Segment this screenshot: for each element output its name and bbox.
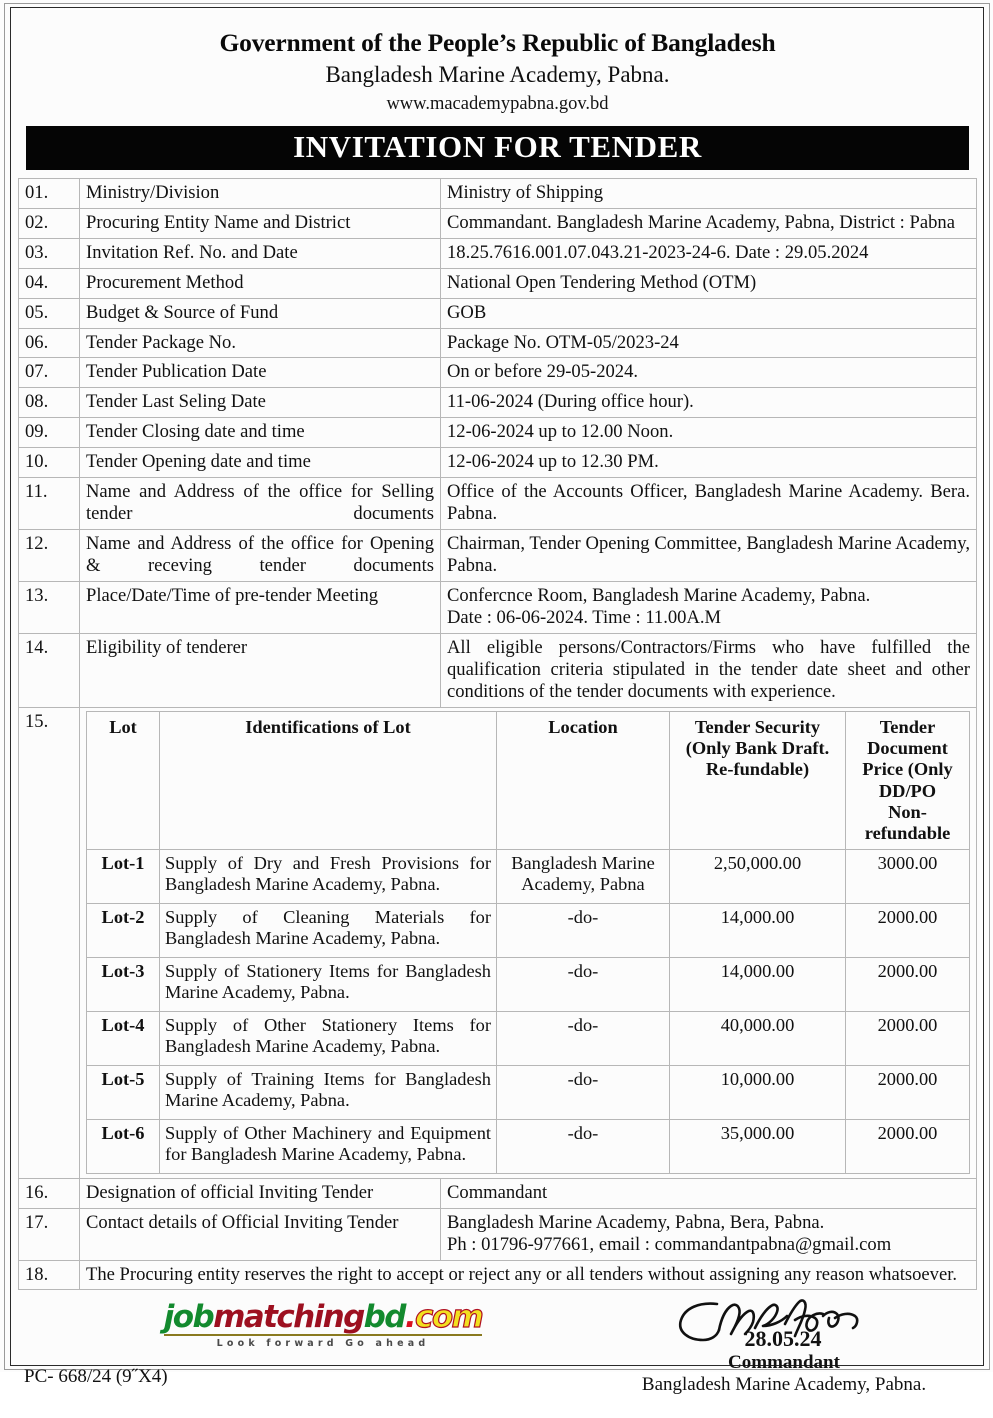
table-row bbox=[19, 448, 977, 478]
row-number: 10. bbox=[19, 448, 80, 478]
row-value: 18.25.7616.001.07.043.21-2023-24-6. Date : 29.05.2024 bbox=[441, 238, 977, 268]
lot-price: 2000.00 bbox=[846, 1011, 970, 1065]
lot-section-row bbox=[19, 707, 977, 1178]
row-label: Place/Date/Time of pre-tender Meeting bbox=[80, 581, 441, 633]
row-number: 01. bbox=[19, 178, 80, 208]
row-label: Procurement Method bbox=[80, 268, 441, 298]
table-row bbox=[19, 530, 977, 582]
table-row bbox=[19, 418, 977, 448]
lot-location: -do- bbox=[497, 1011, 670, 1065]
lot-table bbox=[86, 711, 970, 1174]
row-value: 11-06-2024 (During office hour). bbox=[441, 388, 977, 418]
row-value: 12-06-2024 up to 12.30 PM. bbox=[441, 448, 977, 478]
row-number: 05. bbox=[19, 298, 80, 328]
location-col-header: Location bbox=[497, 711, 670, 849]
row-label: Tender Last Seling Date bbox=[80, 388, 441, 418]
lot-location: -do- bbox=[497, 1065, 670, 1119]
lot-price: 2000.00 bbox=[846, 903, 970, 957]
table-row bbox=[19, 298, 977, 328]
row-label: Invitation Ref. No. and Date bbox=[80, 238, 441, 268]
row-number: 04. bbox=[19, 268, 80, 298]
row-label: Ministry/Division bbox=[80, 178, 441, 208]
tender-price-line2: Price (Only DD/PO bbox=[862, 759, 953, 801]
tender-security-col-header bbox=[670, 711, 846, 849]
table-row bbox=[19, 178, 977, 208]
contact-phone-email: Ph : 01796-977661, email : commandantpabna@gmail.com bbox=[447, 1233, 892, 1255]
row-value: 12-06-2024 up to 12.00 Noon. bbox=[441, 418, 977, 448]
lot-security: 40,000.00 bbox=[670, 1011, 846, 1065]
lot-col-header: Lot bbox=[87, 711, 160, 849]
row-number: 15. bbox=[19, 707, 80, 1178]
row-value: Commandant bbox=[441, 1178, 977, 1208]
tender-security-line3: Re-fundable) bbox=[705, 759, 810, 780]
row-label: Name and Address of the office for Selling tender documents bbox=[80, 478, 441, 530]
lot-security: 14,000.00 bbox=[670, 957, 846, 1011]
logo-part-com: com bbox=[415, 1299, 483, 1336]
tender-price-line1: Tender Document bbox=[867, 716, 948, 758]
row-value bbox=[441, 581, 977, 633]
row-number: 08. bbox=[19, 388, 80, 418]
table-row bbox=[19, 1178, 977, 1208]
lot-row bbox=[87, 1065, 970, 1119]
signatory-title: Commandant bbox=[728, 1352, 840, 1374]
row-value bbox=[441, 1208, 977, 1260]
logo-part-matching: matching bbox=[213, 1299, 364, 1336]
table-row bbox=[19, 1260, 977, 1290]
row-number: 12. bbox=[19, 530, 80, 582]
row-value: Office of the Accounts Officer, Bangladesh Marine Academy. Bera. Pabna. bbox=[441, 478, 977, 530]
lot-id: Lot-5 bbox=[87, 1065, 160, 1119]
lot-security: 35,000.00 bbox=[670, 1119, 846, 1173]
lot-location: -do- bbox=[497, 957, 670, 1011]
signatory-organization: Bangladesh Marine Academy, Pabna. bbox=[641, 1374, 927, 1396]
contact-address: Bangladesh Marine Academy, Pabna, Bera, Pabna. bbox=[447, 1211, 825, 1233]
row-value: All eligible persons/Contractors/Firms who have fulfilled the qualification criteria stipulated in the tender date sheet and other conditions of the tender documents with experience. bbox=[441, 633, 977, 707]
row-label: Tender Opening date and time bbox=[80, 448, 441, 478]
document-inner bbox=[12, 8, 983, 1418]
row-value: National Open Tendering Method (OTM) bbox=[441, 268, 977, 298]
lot-id: Lot-2 bbox=[87, 903, 160, 957]
table-row bbox=[19, 633, 977, 707]
row-number: 17. bbox=[19, 1208, 80, 1260]
tender-document-price-col-header bbox=[846, 711, 970, 849]
table-row bbox=[19, 478, 977, 530]
row-value: Commandant. Bangladesh Marine Academy, Pabna, District : Pabna bbox=[441, 208, 977, 238]
row-number: 09. bbox=[19, 418, 80, 448]
row-value: GOB bbox=[441, 298, 977, 328]
lot-identification: Supply of Other Machinery and Equipment for Bangladesh Marine Academy, Pabna. bbox=[160, 1119, 497, 1173]
lot-row bbox=[87, 903, 970, 957]
signature-block bbox=[619, 1294, 949, 1397]
row-label: Tender Package No. bbox=[80, 328, 441, 358]
lot-table-container bbox=[80, 707, 977, 1178]
document-footer bbox=[18, 1292, 977, 1418]
logo-part-job: job bbox=[163, 1299, 214, 1336]
government-title: Government of the People’s Republic of Bangladesh bbox=[219, 28, 776, 57]
logo-wordmark bbox=[158, 1299, 488, 1336]
lot-row bbox=[87, 957, 970, 1011]
lot-price: 2000.00 bbox=[846, 1119, 970, 1173]
lot-table-header-row bbox=[87, 711, 970, 849]
tender-info-table bbox=[18, 178, 977, 1291]
table-row bbox=[19, 388, 977, 418]
row-number: 18. bbox=[19, 1260, 80, 1290]
lot-row bbox=[87, 849, 970, 903]
lot-location: Bangladesh Marine Academy, Pabna bbox=[497, 849, 670, 903]
lot-row bbox=[87, 1119, 970, 1173]
row-label: Budget & Source of Fund bbox=[80, 298, 441, 328]
row-label: Contact details of Official Inviting Tender bbox=[80, 1208, 441, 1260]
row-label: Designation of official Inviting Tender bbox=[80, 1178, 441, 1208]
tender-security-line2: (Only Bank Draft. bbox=[685, 737, 830, 758]
row-label: Procuring Entity Name and District bbox=[80, 208, 441, 238]
website-url: www.macademypabna.gov.bd bbox=[386, 94, 609, 115]
lot-price: 2000.00 bbox=[846, 1065, 970, 1119]
row-label: Eligibility of tenderer bbox=[80, 633, 441, 707]
jobmatchingbd-logo bbox=[158, 1299, 488, 1350]
invitation-banner: INVITATION FOR TENDER bbox=[26, 126, 969, 169]
row-value: Ministry of Shipping bbox=[441, 178, 977, 208]
lot-id: Lot-6 bbox=[87, 1119, 160, 1173]
lot-row bbox=[87, 1011, 970, 1065]
lot-location: -do- bbox=[497, 903, 670, 957]
masthead bbox=[18, 12, 977, 115]
lot-security: 14,000.00 bbox=[670, 903, 846, 957]
lot-identification: Supply of Other Stationery Items for Bangladesh Marine Academy, Pabna. bbox=[160, 1011, 497, 1065]
pretender-datetime: Date : 06-06-2024. Time : 11.00A.M bbox=[447, 606, 722, 628]
lot-price: 3000.00 bbox=[846, 849, 970, 903]
row-label: Name and Address of the office for Opening & receving tender documents bbox=[80, 530, 441, 582]
lot-security: 2,50,000.00 bbox=[670, 849, 846, 903]
row-label: Tender Closing date and time bbox=[80, 418, 441, 448]
lot-id: Lot-4 bbox=[87, 1011, 160, 1065]
row-value: Package No. OTM-05/2023-24 bbox=[441, 328, 977, 358]
row-number: 13. bbox=[19, 581, 80, 633]
logo-part-dot: . bbox=[404, 1299, 416, 1336]
academy-title: Bangladesh Marine Academy, Pabna. bbox=[325, 61, 670, 87]
pretender-location: Confercnce Room, Bangladesh Marine Academy, Pabna. bbox=[447, 584, 871, 606]
lot-location: -do- bbox=[497, 1119, 670, 1173]
row-number: 06. bbox=[19, 328, 80, 358]
lot-identification: Supply of Training Items for Bangladesh Marine Academy, Pabna. bbox=[160, 1065, 497, 1119]
signature-date: 28.05.24 bbox=[744, 1326, 822, 1352]
row-value: On or before 29-05-2024. bbox=[441, 358, 977, 388]
lot-identification: Supply of Cleaning Materials for Bangladesh Marine Academy, Pabna. bbox=[160, 903, 497, 957]
lot-price: 2000.00 bbox=[846, 957, 970, 1011]
table-row bbox=[19, 268, 977, 298]
row-number: 16. bbox=[19, 1178, 80, 1208]
lot-id: Lot-3 bbox=[87, 957, 160, 1011]
handwritten-signature-icon bbox=[659, 1294, 909, 1356]
row-number: 03. bbox=[19, 238, 80, 268]
identification-col-header: Identifications of Lot bbox=[160, 711, 497, 849]
table-row bbox=[19, 238, 977, 268]
table-row bbox=[19, 328, 977, 358]
lot-id: Lot-1 bbox=[87, 849, 160, 903]
row-number: 14. bbox=[19, 633, 80, 707]
lot-identification: Supply of Dry and Fresh Provisions for Bangladesh Marine Academy, Pabna. bbox=[160, 849, 497, 903]
row-label: Tender Publication Date bbox=[80, 358, 441, 388]
pc-reference: PC- 668/24 (9˝X4) bbox=[24, 1366, 168, 1388]
lot-identification: Supply of Stationery Items for Bangladesh Marine Academy, Pabna. bbox=[160, 957, 497, 1011]
logo-tagline: Look forward Go ahead bbox=[216, 1338, 430, 1350]
lot-security: 10,000.00 bbox=[670, 1065, 846, 1119]
disclaimer-text: The Procuring entity reserves the right to accept or reject any or all tenders without assigning any reason whatsoever. bbox=[80, 1260, 977, 1290]
tender-security-line1: Tender Security bbox=[694, 716, 821, 737]
table-row bbox=[19, 1208, 977, 1260]
logo-part-bd: bd bbox=[363, 1299, 405, 1336]
table-row bbox=[19, 581, 977, 633]
row-value: Chairman, Tender Opening Committee, Bangladesh Marine Academy, Pabna. bbox=[441, 530, 977, 582]
table-row bbox=[19, 208, 977, 238]
row-number: 07. bbox=[19, 358, 80, 388]
table-row bbox=[19, 358, 977, 388]
row-number: 11. bbox=[19, 478, 80, 530]
tender-price-line3: Non-refundable bbox=[864, 802, 951, 844]
row-number: 02. bbox=[19, 208, 80, 238]
